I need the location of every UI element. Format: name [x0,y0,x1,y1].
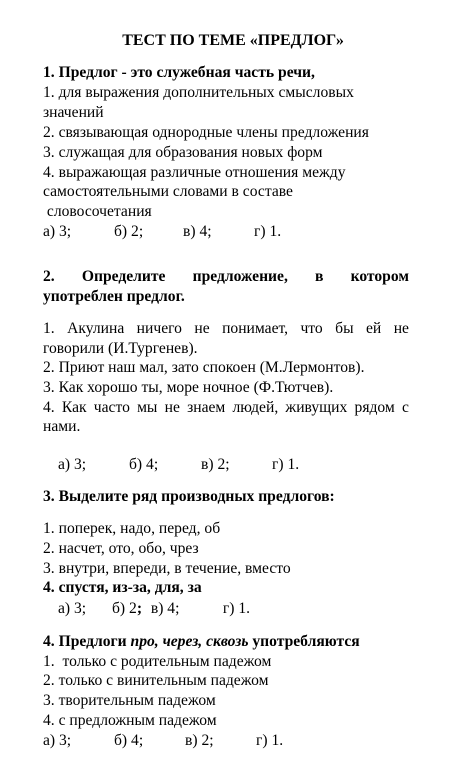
q4-question-prefix: 4. Предлоги [43,633,131,650]
q1-option-line: словосочетания [43,203,152,220]
answer-v: в) 4; [150,600,180,617]
q2-word: не [164,399,180,416]
q3-option-line: 4. спустя, из-за, для, за [43,579,202,596]
q2-word: 2. [43,268,55,285]
q1-option-line: 2. связывающая однородные члены предложения [43,124,369,141]
q2-option-line: говорили (И.Тургенев). [43,340,198,357]
answer-b: б) 2 [112,600,137,617]
answer-g: г) 1. [272,456,300,473]
q1-option-line: значений [43,104,104,121]
q2-question [43,268,409,285]
q2-word: не [194,320,210,337]
answer-g: г) 1. [256,732,284,749]
q2-option-line: 3. Как хорошо ты, море ночное (Ф.Тютчев). [43,379,334,396]
q1-question: 1. Предлог - это служебная часть речи, [43,64,315,81]
answer-separator: ; [136,600,143,617]
q2-option-line: нами. [43,418,81,435]
q2-word: предложение, [192,268,288,285]
answer-g: г) 1. [254,223,282,240]
q2-word: что [300,320,323,337]
q4-option-line: 1. только с родительным падежом [43,653,272,670]
q4-question-suffix: употребляются [248,633,360,650]
answer-a: а) 3; [58,456,87,473]
q2-word: не [393,320,409,337]
q2-word: ей [365,320,382,337]
page-title: ТЕСТ ПО ТЕМЕ «ПРЕДЛОГ» [122,32,344,49]
q1-option-line: 4. выражающая различные отношения между [43,164,346,181]
answer-b: б) 4; [129,456,159,473]
q3-option-line: 1. поперек, надо, перед, об [43,520,221,537]
q2-word: живущих [285,399,348,416]
q4-option-line: 3. творительным падежом [43,692,216,709]
q1-option-line: самостоятельными словами в составе [43,183,293,200]
q2-option-line [43,399,409,416]
q3-option-line: 3. внутри, впереди, в течение, вместо [43,560,291,577]
q2-word: понимает, [222,320,289,337]
answer-b: б) 2; [114,223,144,240]
q2-option-line [43,320,409,337]
q4-question-prepositions: про, через, сквозь [130,633,249,650]
q2-word: Как [61,399,87,416]
q2-word: знаем [187,399,226,416]
q3-question: 3. Выделите ряд производных предлогов: [43,488,335,505]
answer-a: а) 3; [58,600,87,617]
answer-b: б) 4; [114,732,144,749]
q2-word: мы [137,399,158,416]
q2-word: 4. [43,399,55,416]
q2-word: Определите [81,268,166,285]
q1-option-line: 3. служащая для образования новых форм [43,144,323,161]
q2-word: 1. [43,320,55,337]
q4-option-line: 2. только с винительным падежом [43,672,269,689]
q2-option-line: 2. Приют наш мал, зато спокоен (М.Лермонтов). [43,359,365,376]
q2-word: рядом [354,399,395,416]
answer-v: в) 2; [185,732,214,749]
q4-answers [43,732,283,749]
q1-option-line: 1. для выражения дополнительных смысловых [43,84,354,101]
q2-word: котором [350,268,409,285]
answer-v: в) 2; [201,456,230,473]
q2-word: с [401,399,409,416]
answer-g: г) 1. [222,600,251,617]
q3-option-line: 2. насчет, ото, обо, чрез [43,540,199,557]
q4-option-line: 4. с предложным падежом [43,712,217,729]
answer-a: а) 3; [43,732,72,749]
q2-word: Акулина [67,320,125,337]
answer-a: а) 3; [43,223,72,240]
q2-question-line2: употреблен предлог. [43,288,185,305]
q2-word: бы [335,320,354,337]
answer-v: в) 4; [183,223,212,240]
q1-answers [43,223,281,240]
q2-answers [58,456,299,473]
q2-word: людей, [232,399,279,416]
q2-word: в [315,268,324,285]
q4-question [43,633,360,650]
q3-answers [58,600,250,617]
q2-word: ничего [136,320,182,337]
q2-word: часто [93,399,130,416]
